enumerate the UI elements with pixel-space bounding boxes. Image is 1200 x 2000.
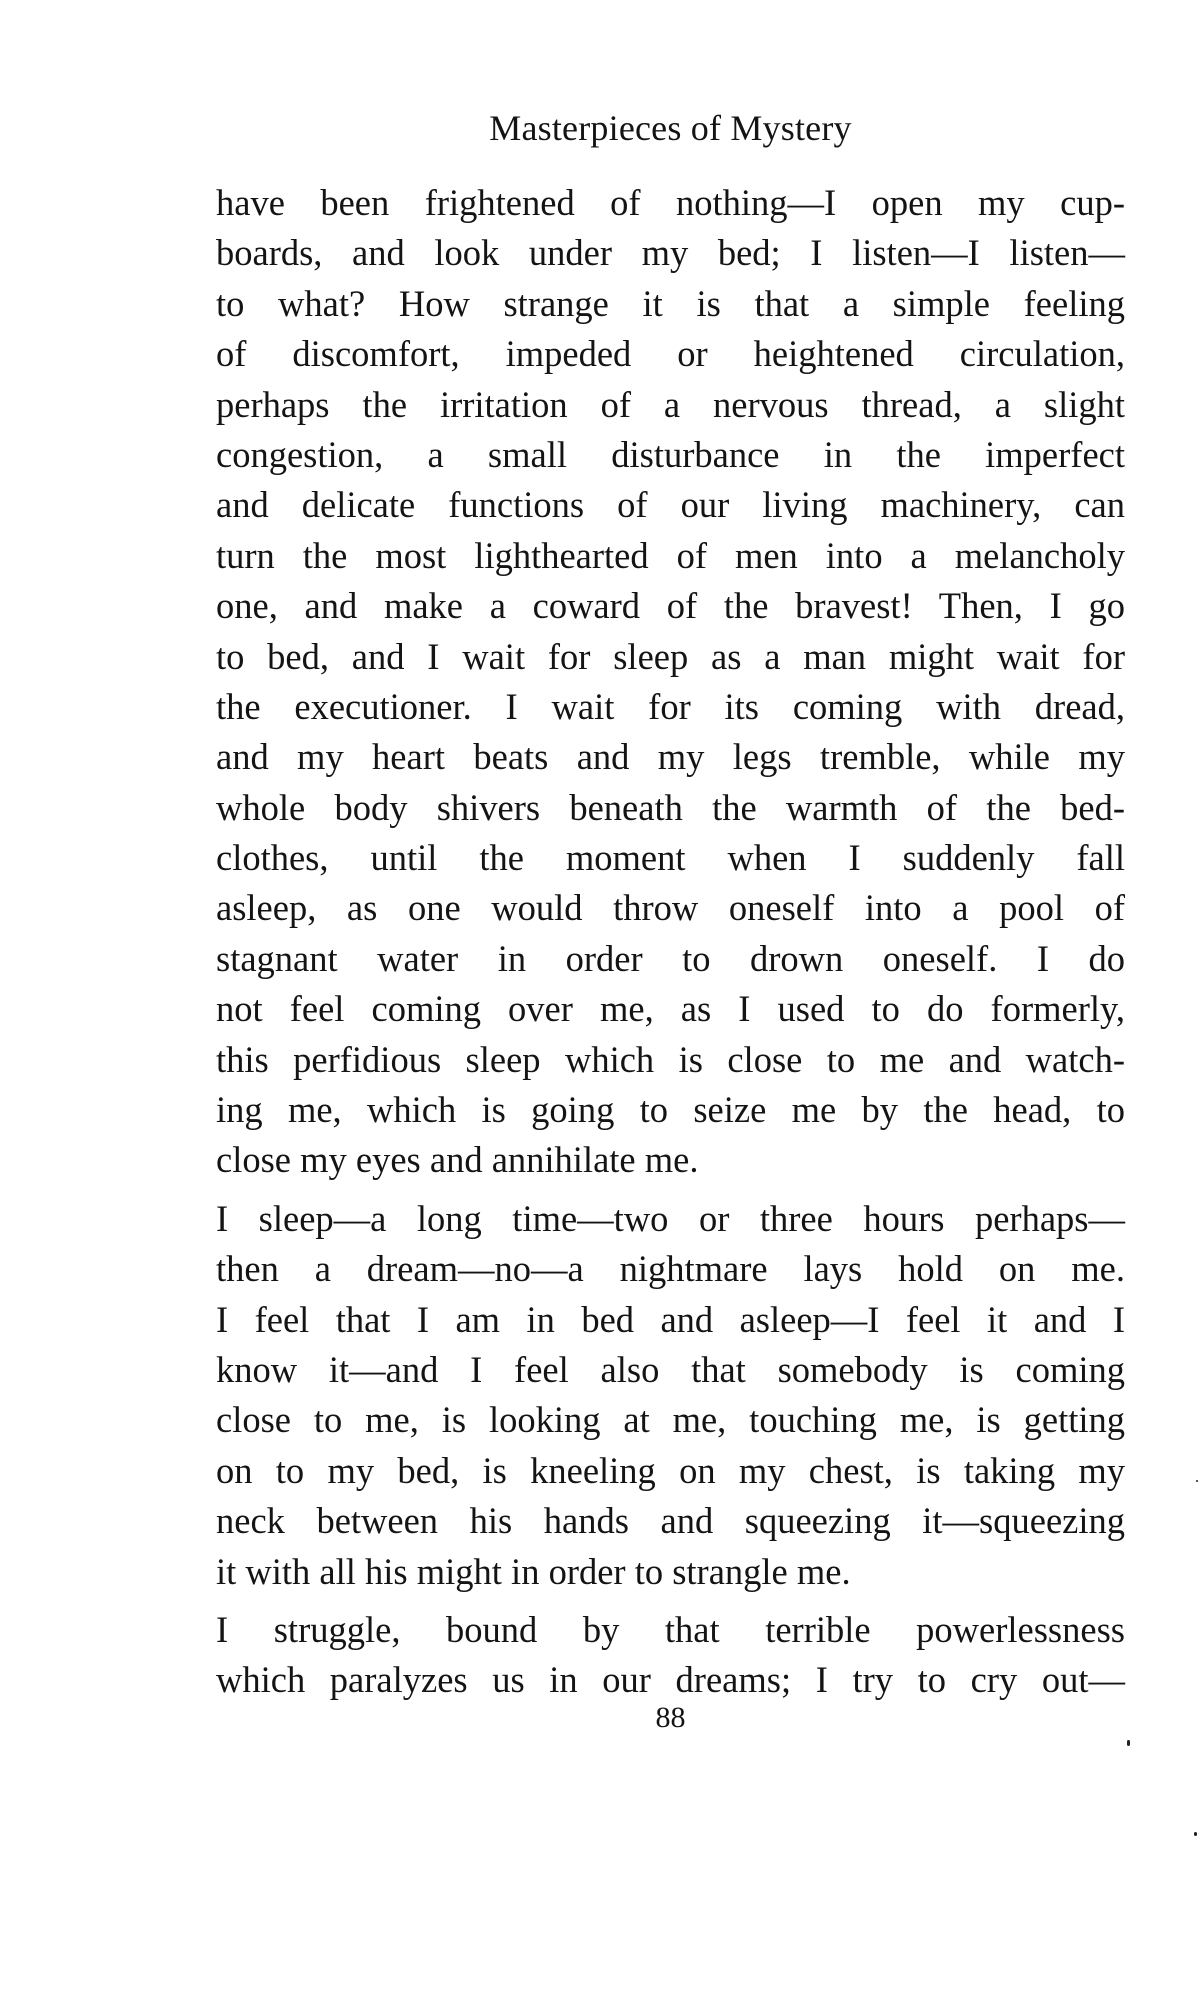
- body-text: [216, 178, 1125, 1706]
- text-line: have been frightened of nothing—I open my cup-: [216, 182, 1125, 223]
- print-speck: [1194, 1832, 1197, 1836]
- text-line: neck between his hands and squeezing it—squeezing: [216, 1500, 1125, 1542]
- page-number: 88: [655, 1701, 686, 1734]
- text-line: and delicate functions of our living machinery, can: [216, 484, 1125, 526]
- text-line: one, and make a coward of the bravest! Then, I go: [216, 585, 1125, 627]
- text-line: to what? How strange it is that a simple feeling: [216, 282, 1125, 324]
- text-line: I struggle, bound by that terrible powerlessness: [216, 1608, 1125, 1650]
- text-line: know it—and I feel also that somebody is coming: [216, 1348, 1125, 1390]
- text-line: I sleep—a long time—two or three hours perhaps—: [216, 1197, 1125, 1239]
- text-line: not feel coming over me, as I used to do formerly,: [216, 988, 1125, 1030]
- print-speck: [1196, 1480, 1198, 1482]
- text-line: on to my bed, is kneeling on my chest, is taking my: [216, 1449, 1125, 1491]
- text-line: which paralyzes us in our dreams; I try to cry out—: [216, 1659, 1125, 1701]
- text-line: congestion, a small disturbance in the imperfect: [216, 433, 1125, 475]
- paragraph-2: [216, 1194, 1125, 1597]
- text-line: then a dream—no—a nightmare lays hold on me.: [216, 1248, 1125, 1290]
- text-line: this perfidious sleep which is close to me and watch-: [216, 1038, 1125, 1080]
- text-line: and my heart beats and my legs tremble, while my: [216, 736, 1125, 778]
- print-speck: [1127, 1740, 1130, 1746]
- paragraph-gap: [216, 1186, 1125, 1194]
- text-line: perhaps the irritation of a nervous thread, a slight: [216, 383, 1125, 425]
- paragraph-3: [216, 1605, 1125, 1706]
- text-line: it with all his might in order to strangle me.: [216, 1550, 851, 1592]
- text-line: turn the most lighthearted of men into a melancholy: [216, 534, 1125, 576]
- paragraph-1: [216, 178, 1125, 1186]
- text-line: to bed, and I wait for sleep as a man might wait for: [216, 635, 1125, 677]
- text-line: I feel that I am in bed and asleep—I feel it and I: [216, 1298, 1125, 1340]
- text-line: ing me, which is going to seize me by the head, to: [216, 1089, 1125, 1131]
- text-line: close to me, is looking at me, touching me, is getting: [216, 1399, 1125, 1441]
- text-line: the executioner. I wait for its coming with dread,: [216, 685, 1125, 727]
- running-head-title: Masterpieces of Mystery: [489, 108, 852, 148]
- text-line: boards, and look under my bed; I listen—I listen—: [216, 232, 1125, 274]
- text-line: whole body shivers beneath the warmth of the bed-: [216, 786, 1125, 828]
- text-line: clothes, until the moment when I suddenly fall: [216, 837, 1125, 879]
- paragraph-gap: [216, 1597, 1125, 1605]
- text-line: of discomfort, impeded or heightened circulation,: [216, 333, 1125, 375]
- text-line: asleep, as one would throw oneself into a pool of: [216, 887, 1125, 929]
- text-line: stagnant water in order to drown oneself. I do: [216, 937, 1125, 979]
- text-line: close my eyes and annihilate me.: [216, 1139, 699, 1181]
